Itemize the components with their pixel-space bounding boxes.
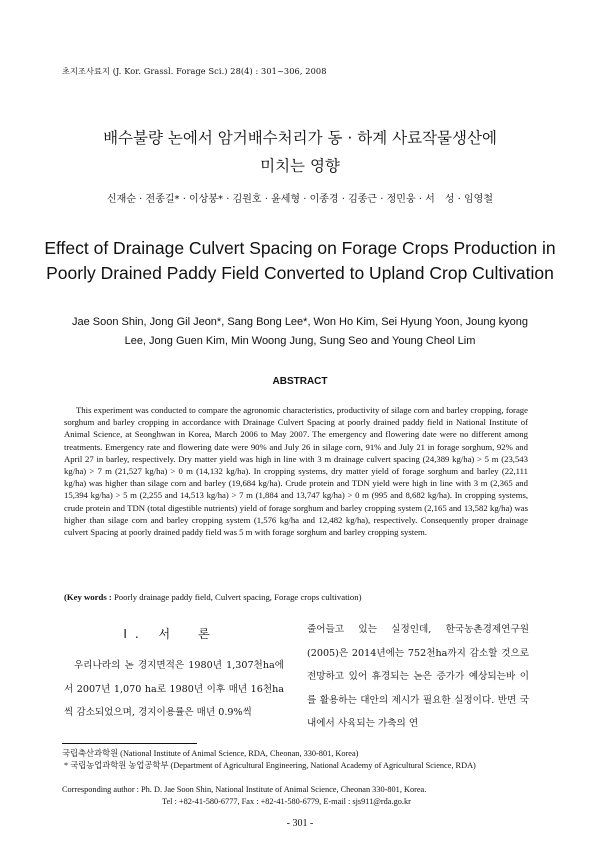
korean-title-line-1: 배수불량 논에서 암거배수처리가 동 · 하계 사료작물생산에 xyxy=(103,129,497,147)
footnote-corresponding-author: Corresponding author : Ph. D. Jae Soon Shin, National Institute of Animal Science, Cheonan 330-801, Korea. xyxy=(62,785,427,794)
footnote-affiliation-2: * 국립농업과학원 농업공학부 (Department of Agricultural Engineering, National Academy of Agricultural Science, RDA) xyxy=(64,761,476,770)
footnote-contact: Tel : +82-41-580-6777, Fax : +82-41-580-6779, E-mail : sjs911@rda.go.kr xyxy=(162,797,411,806)
korean-title-line-2: 미치는 영향 xyxy=(260,157,340,175)
page-number: - 301 - xyxy=(286,818,314,829)
english-title: Effect of Drainage Culvert Spacing on Forage Crops Production in Poorly Drained Paddy Field Converted to Upland Crop Cultivation xyxy=(44,238,556,283)
english-authors: Jae Soon Shin, Jong Gil Jeon*, Sang Bong Lee*, Won Ho Kim, Sei Hyung Yoon, Joung kyong Lee, Jong Guen Kim, Min Woong Jung, Sung Seo and Young Cheol Lim xyxy=(72,316,528,347)
abstract-heading: ABSTRACT xyxy=(272,376,328,387)
keywords-text: Poorly drainage paddy field, Culvert spacing, Forage crops cultivation) xyxy=(111,592,362,602)
keywords xyxy=(64,592,534,602)
korean-authors: 신재순 · 전종길* · 이상봉* · 김원호 · 윤세형 · 이종경 · 김종근 · 정민웅 · 서 성 · 임영철 xyxy=(107,194,493,205)
abstract-body: This experiment was conducted to compare the agronomic characteristics, productivity of silage corn and barley cropping, forage sorghum and barley cropping in accordance with Drainage Culvert Spacing at poorly drained paddy field in National Institute of Animal Science, at Seonghwan in Korea, March 2006 to May 2007. The emergency and flowering date were no different among treatments. Emergency rate and flowering date were 90% and July 26 in silage corn, 91% and July 21 in forage sorghum, 92% and April 27 in barley, respectively. Dry matter yield was high in line with 3 m drainage culvert spacing (24,389 kg/ha) > 5 m (23,543 kg/ha) > 7 m (21,527 kg/ha) > 0 m (14,132 kg/ha). In cropping systems, dry matter yield of forage sorghum and barley (22,111 kg/ha) was higher than silage corn and barley (19,684 kg/ha). Crude protein and TDN yield were high in line with 3 m (2,365 and 15,394 kg/ha) > 5 m (2,255 and 14,513 kg/ha) > 7 m (1,884 and 13,747 kg/ha) > 0 m (995 and 8,682 kg/ha). In cropping systems, crude protein and TDN (total digestible nutrients) yield of forage sorghum and barley cropping system (2,165 and 13,582 kg/ha) was higher than silage corn and barley cropping system (1,576 kg/ha and 12,482 kg/ha), respectively. Consequently proper drainage culvert Spacing at poorly drained paddy field was 5 m with forage sorghum and barley cropping system. xyxy=(64,405,528,538)
footnote-divider xyxy=(62,743,197,744)
body-left-column: 우리나라의 논 경지면적은 1980년 1,307천ha에서 2007년 1,070 ha로 1980년 이후 매년 16천ha씩 감소되었으며, 경지이용률은 매년 0.9%씩 xyxy=(64,660,284,718)
body-right-column: 줄어들고 있는 실정인데, 한국농촌경제연구원 (2005)은 2014년에는 752천ha까지 감소할 것으로 전망하고 있어 휴경되는 논은 증가가 예상되는바 이를 활용하는 대안의 제시가 필요한 실정이다. 반면 국내에서 사육되는 가축의 연 xyxy=(307,624,529,729)
section-title-introduction: Ⅰ. 서 론 xyxy=(123,627,218,641)
footnote-affiliation-1: 국립축산과학원 (National Institute of Animal Science, RDA, Cheonan, 330-801, Korea) xyxy=(62,749,359,758)
keywords-label: (Key words : xyxy=(64,592,112,602)
journal-citation: 초지조사료지 (J. Kor. Grassl. Forage Sci.) 28(4) : 301~306, 2008 xyxy=(62,66,327,76)
korean-title xyxy=(0,124,600,180)
